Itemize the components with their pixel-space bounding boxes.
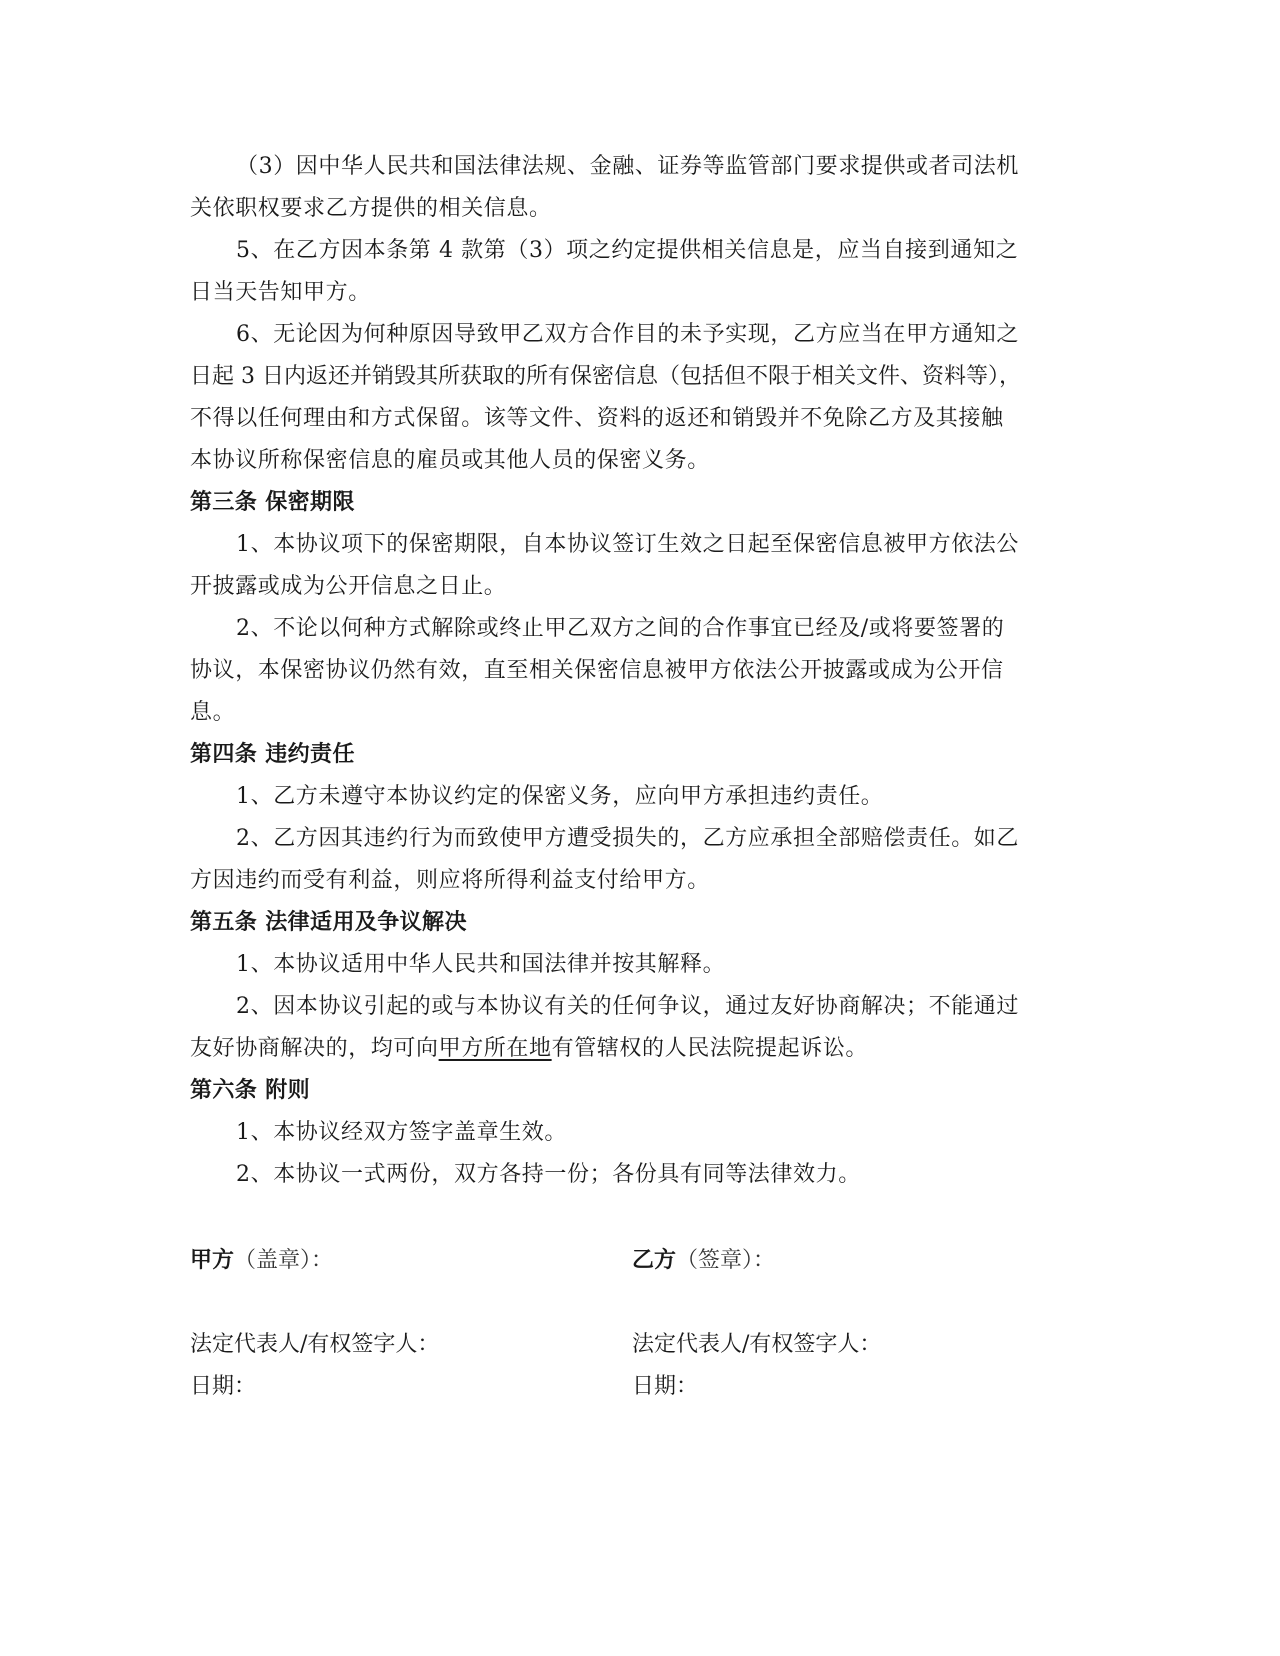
clause-line: 1、乙方未遵守本协议约定的保密义务，应向甲方承担违约责任。 <box>236 784 884 809</box>
clause-line: 1、本协议项下的保密期限，自本协议签订生效之日起至保密信息被甲方依法公 <box>236 532 1019 557</box>
party-b-date: 日期： <box>632 1374 699 1399</box>
clause-line: （3）因中华人民共和国法律法规、金融、证券等监管部门要求提供或者司法机 <box>236 154 1019 179</box>
clause-line: 日当天告知甲方。 <box>190 280 371 305</box>
party-b-label: 乙方 <box>632 1248 677 1273</box>
clause-line-jurisdiction <box>190 1034 1090 1064</box>
clause-line: 2、本协议一式两份，双方各持一份；各份具有同等法律效力。 <box>236 1162 861 1187</box>
clause-line: 2、不论以何种方式解除或终止甲乙双方之间的合作事宜已经及/或将要签署的 <box>236 616 1005 641</box>
jurisdiction-underlined: 甲方所在地 <box>438 1036 552 1061</box>
party-b-paren: （签章）： <box>676 1248 776 1273</box>
clause-line: 本协议所称保密信息的雇员或其他人员的保密义务。 <box>190 448 710 473</box>
jurisdiction-text-after: 有管辖权的人民法院提起诉讼。 <box>551 1036 869 1061</box>
party-b-representative: 法定代表人/有权签字人： <box>632 1332 882 1357</box>
clause-line: 息。 <box>190 700 236 725</box>
party-a-label: 甲方 <box>190 1248 235 1273</box>
jurisdiction-text-before: 友好协商解决的，均可向 <box>190 1036 439 1061</box>
clause-line: 1、本协议经双方签字盖章生效。 <box>236 1120 567 1145</box>
clause-line: 开披露或成为公开信息之日止。 <box>190 574 507 599</box>
clause-line: 不得以任何理由和方式保留。该等文件、资料的返还和销毁并不免除乙方及其接触 <box>190 406 1004 431</box>
clause-line: 6、无论因为何种原因导致甲乙双方合作目的未予实现，乙方应当在甲方通知之 <box>236 322 1019 347</box>
clause-line: 2、乙方因其违约行为而致使甲方遭受损失的，乙方应承担全部赔偿责任。如乙 <box>236 826 1019 851</box>
party-a-paren: （盖章）： <box>234 1248 334 1273</box>
clause-line: 1、本协议适用中华人民共和国法律并按其解释。 <box>236 952 726 977</box>
party-b-sign-label <box>632 1246 775 1276</box>
party-a-representative: 法定代表人/有权签字人： <box>190 1332 440 1357</box>
section-heading-article-6: 第六条 附则 <box>190 1078 311 1103</box>
section-heading-article-4: 第四条 违约责任 <box>190 742 355 767</box>
party-a-date: 日期： <box>190 1374 257 1399</box>
clause-line: 方因违约而受有利益，则应将所得利益支付给甲方。 <box>190 868 710 893</box>
section-heading-article-5: 第五条 法律适用及争议解决 <box>190 910 467 935</box>
clause-line: 2、因本协议引起的或与本协议有关的任何争议，通过友好协商解决；不能通过 <box>236 994 1019 1019</box>
clause-line: 5、在乙方因本条第 4 款第（3）项之约定提供相关信息是，应当自接到通知之 <box>236 238 1019 263</box>
clause-line: 协议，本保密协议仍然有效，直至相关保密信息被甲方依法公开披露或成为公开信 <box>190 658 1004 683</box>
section-heading-article-3: 第三条 保密期限 <box>190 490 355 515</box>
clause-line: 关依职权要求乙方提供的相关信息。 <box>190 196 552 221</box>
clause-line: 日起 3 日内返还并销毁其所获取的所有保密信息（包括但不限于相关文件、资料等）， <box>190 364 1021 389</box>
party-a-seal-label <box>190 1246 333 1276</box>
